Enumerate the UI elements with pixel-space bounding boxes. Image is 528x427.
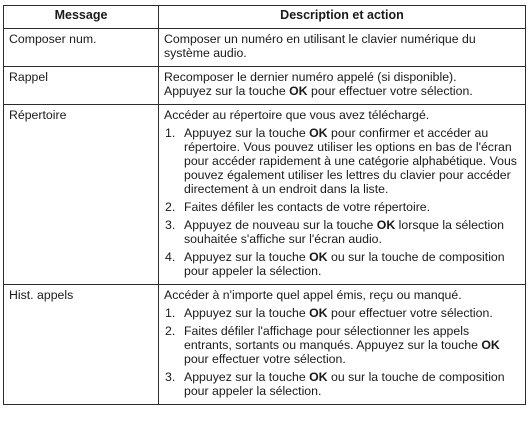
table-row bbox=[4, 105, 526, 285]
description-cell bbox=[159, 67, 526, 105]
description-cell bbox=[159, 105, 526, 285]
steps-list bbox=[164, 126, 520, 278]
ok-key-label: OK bbox=[289, 84, 308, 98]
description-intro: Accéder au répertoire que vous avez téléchargé. bbox=[164, 108, 430, 122]
step-item: 3. Appuyez de nouveau sur la touche OK lorsque la sélection souhaitée s'affiche sur l'écran audio. bbox=[165, 218, 504, 246]
steps-list bbox=[164, 306, 520, 398]
step-item: 1. Appuyez sur la touche OK pour effectuer votre sélection. bbox=[165, 306, 493, 320]
description-intro: Accéder à n'importe quel appel émis, reçu ou manqué. bbox=[164, 288, 462, 302]
table-row bbox=[4, 285, 526, 405]
message-cell: Hist. appels bbox=[4, 285, 159, 405]
message-table bbox=[3, 5, 526, 405]
message-cell: Rappel bbox=[4, 67, 159, 105]
description-text: Appuyez sur la touche OK pour effectuer votre sélection. bbox=[164, 84, 473, 98]
description-cell bbox=[159, 29, 526, 67]
table-row bbox=[4, 29, 526, 67]
step-item: 3. Appuyez sur la touche OK ou sur la touche de composition pour appeler la sélection. bbox=[165, 370, 505, 398]
step-item: 1. Appuyez sur la touche OK pour confirmer et accéder au répertoire. Vous pouvez utiliser les options en bas de l'écran pour accéder rapidement à une catégorie alphabétique. Vous pouvez également utiliser les lettres du clavier pour accéder directement à un endroit dans la liste. bbox=[165, 126, 517, 196]
ok-key-label: OK bbox=[309, 250, 328, 264]
ok-key-label: OK bbox=[309, 370, 328, 384]
description-text: Composer un numéro en utilisant le clavier numérique du système audio. bbox=[164, 32, 476, 60]
ok-key-label: OK bbox=[481, 338, 500, 352]
table-row bbox=[4, 67, 526, 105]
description-text: Recomposer le dernier numéro appelé (si disponible). bbox=[164, 70, 457, 84]
ok-key-label: OK bbox=[309, 306, 328, 320]
header-message: Message bbox=[4, 6, 159, 29]
message-cell: Répertoire bbox=[4, 105, 159, 285]
step-item: 2. Faites défiler les contacts de votre répertoire. bbox=[165, 200, 431, 214]
table-header-row bbox=[4, 6, 526, 29]
description-cell bbox=[159, 285, 526, 405]
ok-key-label: OK bbox=[376, 218, 396, 232]
step-item: 4. Appuyez sur la touche OK ou sur la touche de composition pour appeler la sélection. bbox=[165, 250, 505, 278]
ok-key-label: OK bbox=[309, 126, 328, 140]
message-cell: Composer num. bbox=[4, 29, 159, 67]
header-description: Description et action bbox=[159, 6, 526, 29]
step-item: 2. Faites défiler l'affichage pour sélectionner les appels entrants, sortants ou manqués. Appuyez sur la touche OK pour effectuer votre sélection. bbox=[165, 324, 500, 366]
